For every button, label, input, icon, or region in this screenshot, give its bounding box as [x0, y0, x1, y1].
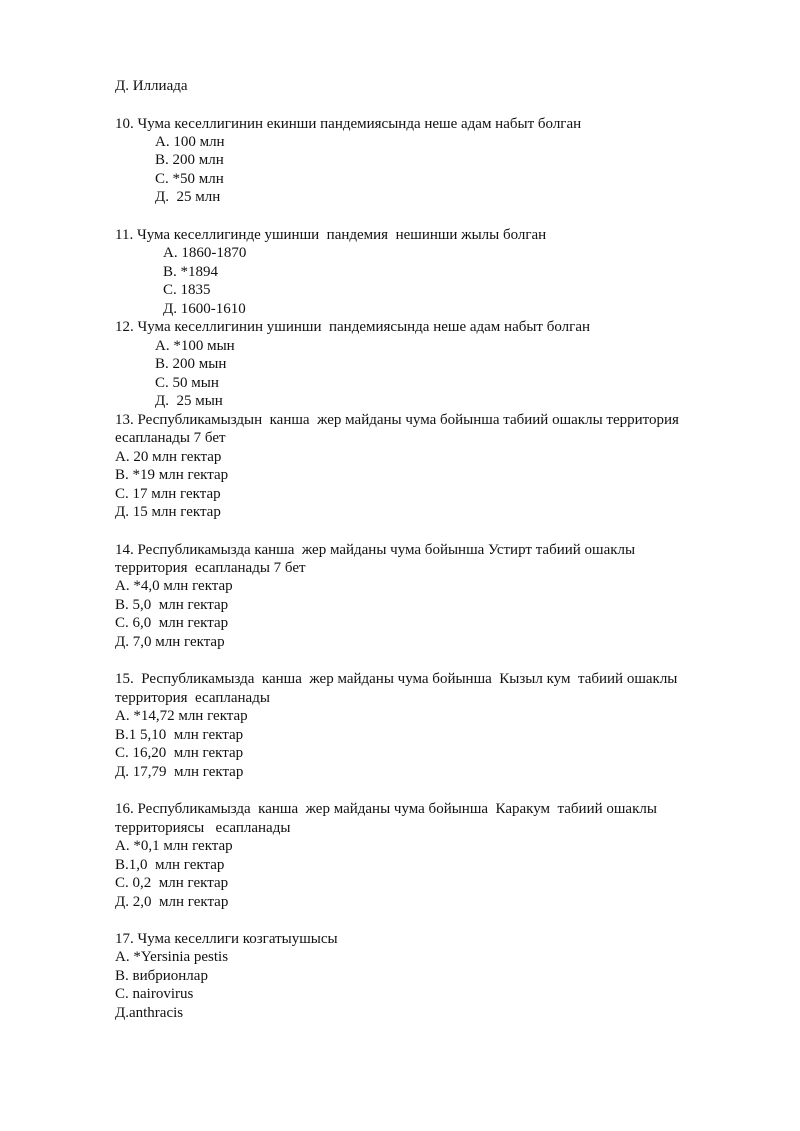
question-text-continued: территория есапланады [115, 690, 270, 706]
question-text-continued: территориясы есапланады [115, 820, 291, 836]
option-d: Д. 2,0 млн гектар [115, 894, 229, 910]
option-d: Д. 25 мын [155, 393, 223, 409]
option-a: A. *0,1 млн гектар [115, 838, 233, 854]
option-a: A. *100 мын [155, 338, 235, 354]
option-b: B.1,0 млн гектар [115, 857, 225, 873]
question-text-continued: территория есапланады 7 бет [115, 560, 306, 576]
option-d: Д.anthracis [115, 1005, 184, 1021]
question-text: 12. Чума кеселлигинин ушинши пандемиясында неше адам набыт болган [115, 319, 590, 335]
option-d: Д. 7,0 млн гектар [115, 634, 225, 650]
option-a: A. 100 млн [155, 134, 225, 150]
question-text: 14. Республикамызда канша жер майданы чума бойынша Устирт табиий ошаклы [115, 542, 636, 558]
question-text: 11. Чума кеселлигинде ушинши пандемия нешинши жылы болган [115, 227, 547, 243]
option-a: A. *4,0 млн гектар [115, 578, 233, 594]
option-b: B. 200 млн [155, 152, 224, 168]
option-b: B. 5,0 млн гектар [115, 597, 229, 613]
option-b: B. вибрионлар [115, 968, 208, 984]
question-text: 17. Чума кеселлиги козгатыушысы [115, 931, 338, 947]
option-a: A. 1860-1870 [163, 245, 247, 261]
option-b: B. *19 млн гектар [115, 467, 229, 483]
question-text: 16. Республикамызда канша жер майданы чума бойынша Каракум табиий ошаклы [115, 801, 657, 817]
option-c: C. 50 мын [155, 375, 219, 391]
option-b: B. *1894 [163, 264, 219, 280]
option-d: Д. 15 млн гектар [115, 504, 221, 520]
option-c: C. nairovirus [115, 986, 194, 1002]
option-b: B. 200 мын [155, 356, 227, 372]
option-a: A. *Yersinia pestis [115, 949, 229, 965]
option-d: Д. 25 млн [155, 189, 221, 205]
option-a: A. *14,72 млн гектар [115, 708, 248, 724]
option-d: Д. 1600-1610 [163, 301, 246, 317]
option-c: C. 16,20 млн гектар [115, 745, 244, 761]
question-text-continued: есапланады 7 бет [115, 430, 226, 446]
option-a: A. 20 млн гектар [115, 449, 222, 465]
option-b: B.1 5,10 млн гектар [115, 727, 244, 743]
question-text: 15. Республикамызда канша жер майданы чума бойынша Кызыл кум табиий ошаклы [115, 671, 678, 687]
option-d: Д. 17,79 млн гектар [115, 764, 244, 780]
option-c: C. 1835 [163, 282, 211, 298]
option-c: C. *50 млн [155, 171, 224, 187]
option-c: C. 0,2 млн гектар [115, 875, 229, 891]
question-text: 10. Чума кеселлигинин екинши пандемиясында неше адам набыт болган [115, 116, 582, 132]
question-text: 13. Республикамыздын канша жер майданы чума бойынша табиий ошаклы территория [115, 412, 679, 428]
option-c: C. 17 млн гектар [115, 486, 221, 502]
option-d: Д. Иллиада [115, 78, 188, 94]
option-c: C. 6,0 млн гектар [115, 615, 229, 631]
